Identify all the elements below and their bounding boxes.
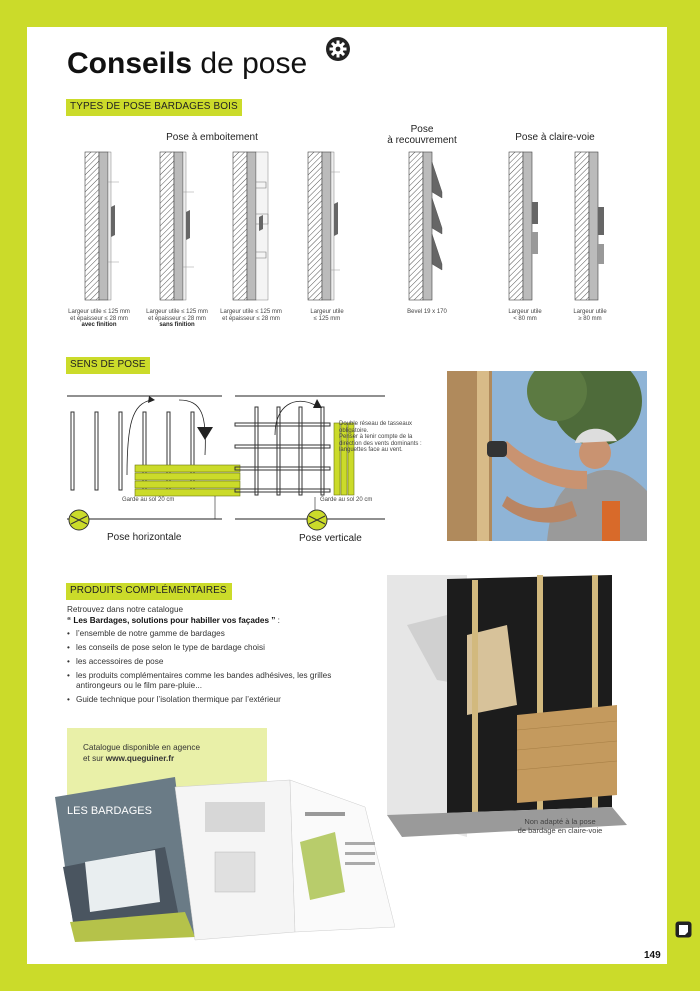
produits-intro: Retrouvez dans notre catalogue [67,605,184,614]
list-item: • les accessoires de pose [67,657,367,667]
section-heading-sens: SENS DE POSE [66,357,150,374]
sens-de-pose-diagrams [57,385,387,535]
sens-de-pose-notes: Double réseau de tasseaux obligatoire. Penser à tenir compte de la direction des vents dominants : languettes face au vent. [339,421,422,453]
caption-2: Largeur utile ≤ 125 mm et épaisseur ≤ 28 mm sans finition [146,309,208,328]
diagram-5 [409,152,442,300]
diagram-1 [85,152,119,300]
brochure-title: LES BARDAGES [67,805,152,817]
diagram-7 [575,152,604,300]
catalogue-brochure-image [45,772,395,947]
diagram-4 [308,152,340,300]
catalogue-url-link[interactable]: www.queguiner.fr [105,753,175,763]
list-item: • les conseils de pose selon le type de bardage choisi [67,643,367,653]
list-item: • les produits complémentaires comme les bandes adhésives, les grilles antirongeurs ou le film pare-pluie... [67,671,367,691]
vertical-diagram [235,396,385,530]
caption-6: Largeur utile < 80 mm [508,309,542,322]
page-number: 149 [644,950,661,961]
horizontal-diagram [67,396,240,530]
membrane-wall-image [387,575,627,837]
section-heading-types: TYPES DE POSE BARDAGES BOIS [66,99,242,116]
catalogue-corner-icon [675,921,692,938]
pose-type-diagrams [27,27,667,357]
label-pose-horizontale: Pose horizontale [107,532,182,543]
diagram-2 [160,152,194,300]
group-label-recouvrement: Pose à recouvrement [387,124,457,146]
catalogue-box: Catalogue disponible en agence et sur www.queguiner.fr [67,728,267,796]
group-label-clairevoie: Pose à claire-voie [515,132,595,143]
caption-1: Largeur utile ≤ 125 mm et épaisseur ≤ 28 mm avec finition [68,309,130,328]
worker-photo [447,371,647,541]
list-item: • Guide technique pour l’isolation thermique par l’extérieur [67,695,367,705]
caption-3: Largeur utile ≤ 125 mm et épaisseur ≤ 28 mm [220,309,282,322]
produits-text: Retrouvez dans notre catalogue “ Les Bardages, solutions pour habiller vos façades ” : • l’ensemble de notre gamme de bardages • les conseils de pose selon le type de bardage choisi • les accessoires de pose • les produits complémentaires comme les bandes adhésives, les grilles antirongeurs ou le film pare-pluie... • Guide technique pour l’isolation thermique par l’extérieur [67,605,367,709]
catalogue-title: “ Les Bardages, solutions pour habiller vos façades ” [67,616,276,625]
list-item: • l’ensemble de notre gamme de bardages [67,629,367,639]
caption-5: Bevel 19 x 170 [407,309,447,315]
group-label-emboitement: Pose à emboitement [166,132,258,143]
label-pose-verticale: Pose verticale [299,533,362,544]
garde-au-sol-horizontal: Garde au sol 20 cm [122,497,175,503]
page-title: Conseils de pose [67,47,308,80]
garde-au-sol-vertical: Garde au sol 20 cm [320,497,373,503]
caption-4: Largeur utile ≤ 125 mm [310,309,344,322]
diagram-6 [509,152,538,300]
diagram-3 [233,152,268,300]
membrane-caption: Non adapté à la pose de bardage en claire-voie [517,817,603,835]
caption-7: Largeur utile ≥ 80 mm [573,309,607,322]
page [27,27,667,964]
section-heading-produits: PRODUITS COMPLÉMENTAIRES [66,583,232,600]
